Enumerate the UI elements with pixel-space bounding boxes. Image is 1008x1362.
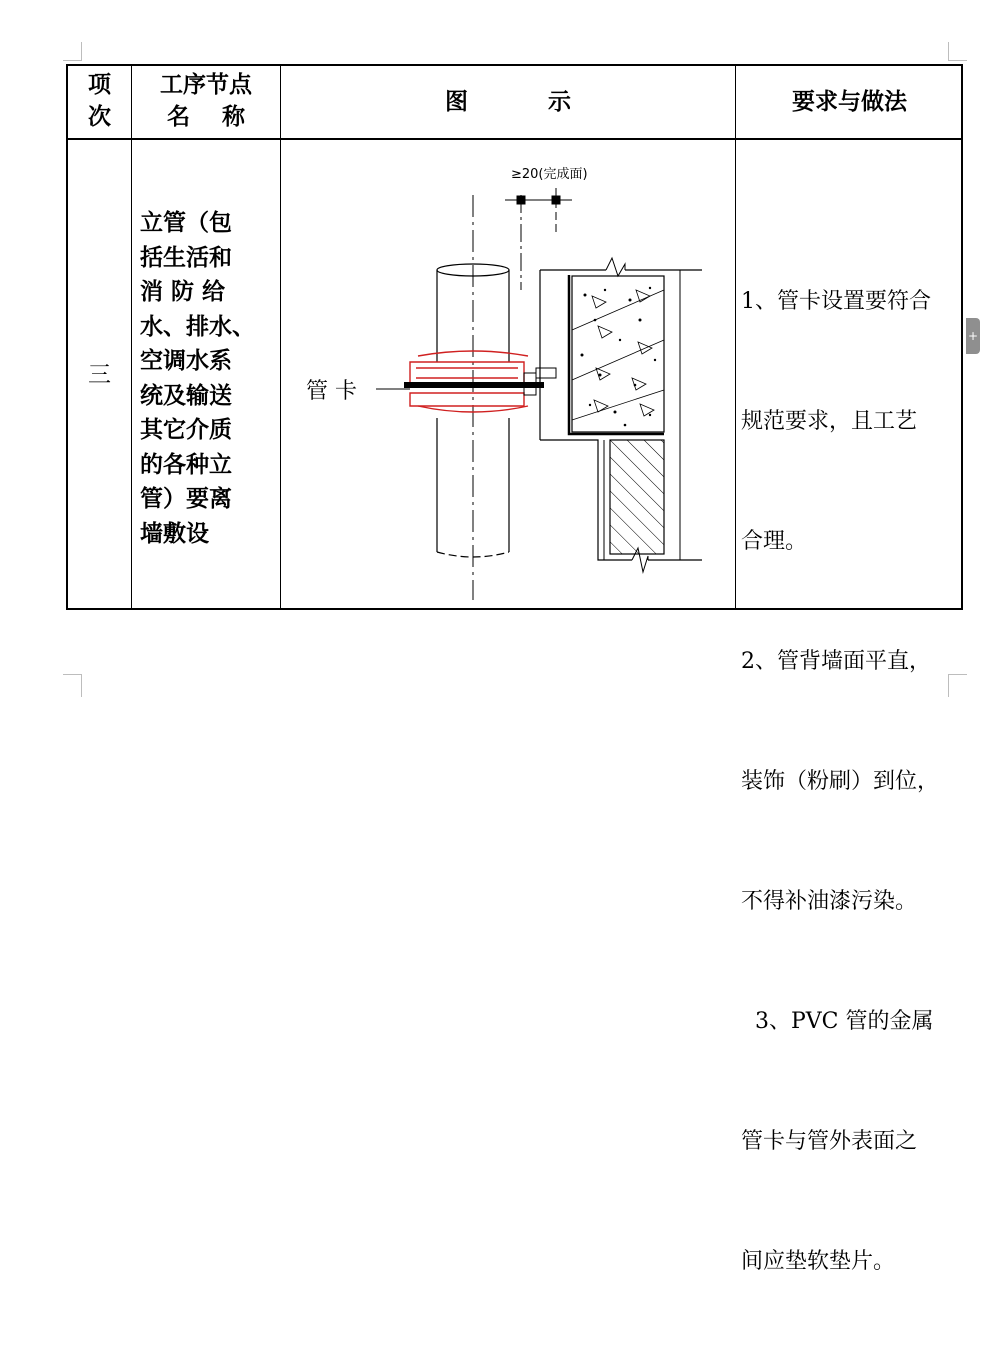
clamp-anchor bbox=[536, 368, 556, 378]
process-name: 立管（包 括生活和 消 防 给 水、排水、 空调水系 统及输送 其它介质 的各种立 管）要离 墙敷设 bbox=[140, 210, 255, 547]
top-break-line bbox=[606, 258, 625, 276]
row-index: 三 bbox=[88, 362, 111, 388]
header-requirements: 要求与做法 bbox=[792, 89, 907, 115]
plus-icon: + bbox=[967, 329, 979, 343]
clamp-bands bbox=[410, 351, 528, 412]
requirements-text: 1、管卡设置要符合 规范要求，且工艺 合理。 2、管背墙面平直， 装饰（粉刷）到位， 不得补油漆污染。 3、PVC 管的金属 管卡与管外表面之 间应垫软垫片。 bbox=[741, 289, 940, 1274]
header-figure: 图 示 bbox=[444, 89, 572, 115]
header-item-no: 项 次 bbox=[88, 72, 111, 130]
hatched-wall bbox=[610, 440, 664, 554]
clamp-bar bbox=[404, 382, 544, 388]
clamp-label: 管 卡 bbox=[306, 379, 357, 404]
header-process-node: 工序节点 名 称 bbox=[160, 72, 252, 130]
dimension-marks bbox=[505, 188, 572, 290]
dimension-label: ≥20(完成面) bbox=[511, 167, 588, 182]
